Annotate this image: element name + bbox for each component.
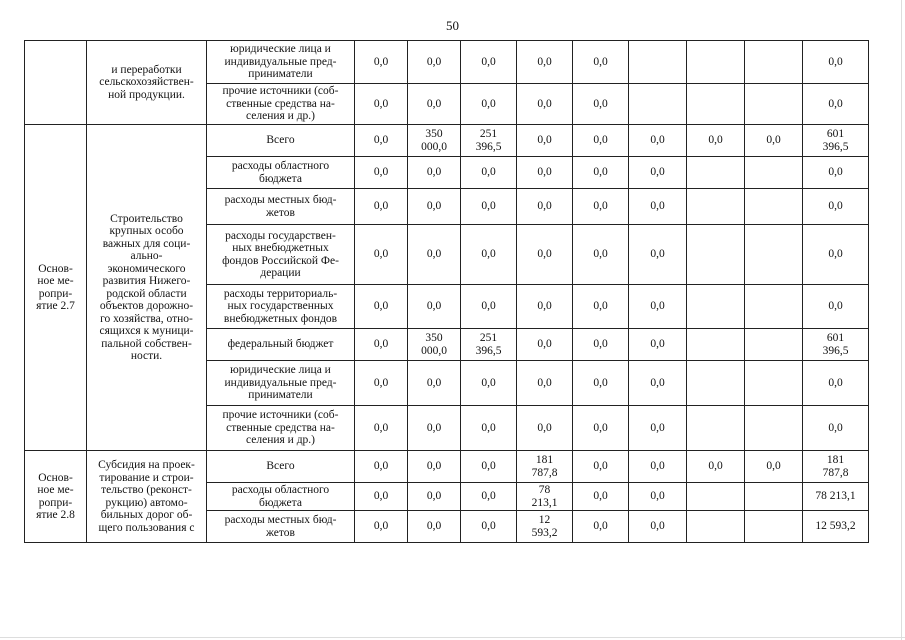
value-cell <box>687 225 745 285</box>
value-cell: 0,0 <box>517 41 573 84</box>
value-cell: 0,0 <box>355 285 408 329</box>
value-cell: 0,0 <box>573 361 629 406</box>
total-value-cell: 0,0 <box>803 189 869 225</box>
budget-table-body <box>25 41 869 543</box>
value-cell: 0,0 <box>355 41 408 84</box>
funding-source-cell: расходы областного бюджета <box>207 483 355 511</box>
total-value-cell: 601 396,5 <box>803 125 869 157</box>
value-cell <box>687 361 745 406</box>
value-cell: 0,0 <box>573 406 629 451</box>
value-cell: 0,0 <box>573 84 629 125</box>
value-cell: 0,0 <box>573 451 629 483</box>
value-cell: 0,0 <box>517 84 573 125</box>
value-cell <box>745 84 803 125</box>
value-cell: 12 593,2 <box>517 511 573 543</box>
value-cell: 0,0 <box>408 511 461 543</box>
value-cell <box>745 225 803 285</box>
funding-source-cell: юридические лица и индивидуальные пред- приниматели <box>207 41 355 84</box>
value-cell: 0,0 <box>461 451 517 483</box>
table-row <box>25 451 869 483</box>
value-cell <box>687 483 745 511</box>
value-cell <box>745 157 803 189</box>
value-cell <box>687 84 745 125</box>
measure-name-cell: Строительство крупных особо важных для соци- ально- экономического развития Нижего- родской области объектов дорожно- го хозяйства, отно- сящихся к муници- пальной собствен- ности. <box>87 125 207 451</box>
value-cell: 0,0 <box>355 406 408 451</box>
value-cell: 0,0 <box>629 125 687 157</box>
value-cell: 0,0 <box>355 189 408 225</box>
value-cell <box>745 361 803 406</box>
value-cell: 0,0 <box>517 125 573 157</box>
value-cell: 0,0 <box>629 361 687 406</box>
value-cell: 0,0 <box>461 511 517 543</box>
value-cell: 350 000,0 <box>408 125 461 157</box>
value-cell: 0,0 <box>629 225 687 285</box>
funding-source-cell: прочие источники (соб- ственные средства на- селения и др.) <box>207 406 355 451</box>
value-cell: 350 000,0 <box>408 329 461 361</box>
value-cell <box>745 329 803 361</box>
total-value-cell: 0,0 <box>803 41 869 84</box>
funding-source-cell: прочие источники (соб- ственные средства на- селения и др.) <box>207 84 355 125</box>
value-cell: 251 396,5 <box>461 125 517 157</box>
value-cell <box>629 41 687 84</box>
value-cell: 0,0 <box>517 406 573 451</box>
value-cell: 0,0 <box>408 361 461 406</box>
scan-edge-bottom <box>0 637 905 638</box>
funding-source-cell: Всего <box>207 451 355 483</box>
value-cell: 0,0 <box>573 329 629 361</box>
value-cell <box>745 41 803 84</box>
value-cell: 0,0 <box>355 125 408 157</box>
value-cell: 0,0 <box>573 189 629 225</box>
value-cell: 0,0 <box>629 189 687 225</box>
value-cell: 0,0 <box>408 451 461 483</box>
value-cell: 0,0 <box>408 225 461 285</box>
value-cell: 0,0 <box>408 406 461 451</box>
funding-source-cell: расходы государствен- ных внебюджетных фондов Российской Фе- дерации <box>207 225 355 285</box>
measure-name-cell: Субсидия на проек- тирование и строи- тельство (реконст- рукцию) автомо- бильных дорог об- щего пользования с <box>87 451 207 543</box>
funding-source-cell: расходы местных бюд- жетов <box>207 189 355 225</box>
value-cell <box>687 406 745 451</box>
value-cell: 0,0 <box>687 125 745 157</box>
value-cell: 0,0 <box>461 189 517 225</box>
value-cell <box>687 285 745 329</box>
value-cell: 0,0 <box>461 157 517 189</box>
total-value-cell: 12 593,2 <box>803 511 869 543</box>
value-cell: 0,0 <box>629 157 687 189</box>
value-cell: 0,0 <box>355 84 408 125</box>
value-cell: 0,0 <box>355 225 408 285</box>
value-cell: 0,0 <box>355 329 408 361</box>
value-cell: 181 787,8 <box>517 451 573 483</box>
funding-source-cell: федеральный бюджет <box>207 329 355 361</box>
value-cell: 0,0 <box>517 329 573 361</box>
value-cell <box>687 41 745 84</box>
value-cell: 0,0 <box>517 285 573 329</box>
value-cell: 0,0 <box>629 451 687 483</box>
value-cell: 78 213,1 <box>517 483 573 511</box>
value-cell: 0,0 <box>573 285 629 329</box>
table-row <box>25 41 869 84</box>
measure-name-cell: и переработки сельскохозяйствен- ной продукции. <box>87 41 207 125</box>
value-cell: 0,0 <box>461 41 517 84</box>
value-cell: 0,0 <box>629 483 687 511</box>
total-value-cell: 181 787,8 <box>803 451 869 483</box>
value-cell: 0,0 <box>461 84 517 125</box>
value-cell: 0,0 <box>461 483 517 511</box>
total-value-cell: 601 396,5 <box>803 329 869 361</box>
value-cell: 0,0 <box>573 125 629 157</box>
budget-table <box>24 40 869 543</box>
value-cell: 0,0 <box>461 361 517 406</box>
total-value-cell: 0,0 <box>803 157 869 189</box>
value-cell <box>745 511 803 543</box>
scan-edge-right <box>901 0 902 640</box>
value-cell: 0,0 <box>573 157 629 189</box>
value-cell: 0,0 <box>573 225 629 285</box>
value-cell: 0,0 <box>573 511 629 543</box>
value-cell <box>745 406 803 451</box>
value-cell <box>629 84 687 125</box>
value-cell: 251 396,5 <box>461 329 517 361</box>
value-cell: 0,0 <box>461 406 517 451</box>
value-cell <box>687 189 745 225</box>
value-cell: 0,0 <box>573 41 629 84</box>
value-cell: 0,0 <box>408 189 461 225</box>
value-cell <box>745 285 803 329</box>
value-cell: 0,0 <box>629 285 687 329</box>
value-cell <box>687 157 745 189</box>
page-number: 50 <box>446 18 459 33</box>
total-value-cell: 78 213,1 <box>803 483 869 511</box>
value-cell: 0,0 <box>517 225 573 285</box>
funding-source-cell: Всего <box>207 125 355 157</box>
value-cell: 0,0 <box>687 451 745 483</box>
value-cell: 0,0 <box>355 483 408 511</box>
value-cell: 0,0 <box>629 511 687 543</box>
funding-source-cell: юридические лица и индивидуальные пред- приниматели <box>207 361 355 406</box>
total-value-cell: 0,0 <box>803 361 869 406</box>
value-cell: 0,0 <box>408 157 461 189</box>
value-cell: 0,0 <box>573 483 629 511</box>
total-value-cell: 0,0 <box>803 285 869 329</box>
measure-label-cell: Основ- ное ме- ропри- ятие 2.7 <box>25 125 87 451</box>
value-cell: 0,0 <box>461 225 517 285</box>
value-cell: 0,0 <box>461 285 517 329</box>
measure-label-cell <box>25 41 87 125</box>
value-cell: 0,0 <box>408 285 461 329</box>
value-cell: 0,0 <box>355 451 408 483</box>
total-value-cell: 0,0 <box>803 406 869 451</box>
funding-source-cell: расходы областного бюджета <box>207 157 355 189</box>
value-cell <box>745 483 803 511</box>
value-cell <box>687 511 745 543</box>
value-cell: 0,0 <box>408 41 461 84</box>
value-cell: 0,0 <box>517 361 573 406</box>
value-cell <box>745 189 803 225</box>
total-value-cell: 0,0 <box>803 225 869 285</box>
funding-source-cell: расходы территориаль- ных государственных внебюджетных фондов <box>207 285 355 329</box>
value-cell: 0,0 <box>408 483 461 511</box>
value-cell: 0,0 <box>408 84 461 125</box>
value-cell: 0,0 <box>517 157 573 189</box>
total-value-cell: 0,0 <box>803 84 869 125</box>
value-cell <box>687 329 745 361</box>
value-cell: 0,0 <box>629 406 687 451</box>
value-cell: 0,0 <box>745 125 803 157</box>
funding-source-cell: расходы местных бюд- жетов <box>207 511 355 543</box>
value-cell: 0,0 <box>355 511 408 543</box>
value-cell: 0,0 <box>355 157 408 189</box>
value-cell: 0,0 <box>629 329 687 361</box>
value-cell: 0,0 <box>745 451 803 483</box>
value-cell: 0,0 <box>355 361 408 406</box>
table-row <box>25 125 869 157</box>
value-cell: 0,0 <box>517 189 573 225</box>
measure-label-cell: Основ- ное ме- ропри- ятие 2.8 <box>25 451 87 543</box>
